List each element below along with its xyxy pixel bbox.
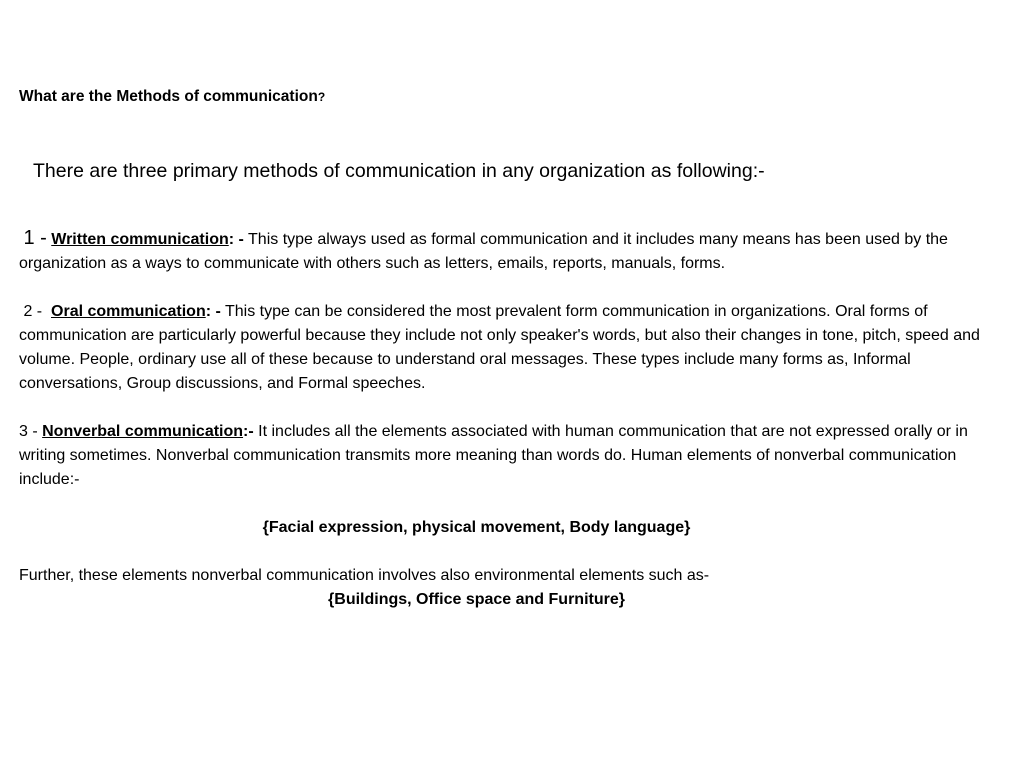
title-question-mark: ?	[317, 90, 326, 104]
spacer	[19, 492, 1014, 516]
methods-body	[19, 226, 1014, 612]
method-separator: :-	[243, 423, 254, 440]
method-separator: : -	[228, 231, 244, 248]
method-description: This type always used as formal communication and it includes many means has been used by the organization as a ways to communicate with others such as letters, emails, reports, manuals, forms.	[19, 231, 948, 272]
spacer	[19, 276, 1014, 300]
method-nonverbal	[19, 420, 1014, 492]
spacer	[19, 540, 1014, 564]
further-text: Further, these elements nonverbal communication involves also environmental elements such as-	[19, 567, 710, 584]
intro-text: There are three primary methods of communication in any organization as following:-	[33, 160, 765, 182]
method-number: 3 -	[19, 423, 38, 440]
method-separator: : -	[205, 303, 221, 320]
method-number: 2 -	[23, 303, 43, 320]
title-text: What are the Methods of communication	[19, 88, 318, 105]
page-title	[19, 88, 325, 106]
method-number: 1 -	[23, 227, 47, 249]
method-written	[19, 226, 1014, 276]
method-oral	[19, 300, 1014, 396]
method-description: It includes all the elements associated with human communication that are not expressed orally or in writing sometimes. Nonverbal communication transmits more meaning than words do. Human elements of nonverbal communication include:-	[19, 423, 968, 488]
method-description: This type can be considered the most prevalent form communication in organizations. Oral forms of communication are particularly powerful because they include not only speaker's words, but also their changes in tone, pitch, speed and volume. People, ordinary use all of these because to understand oral messages. These types include many forms as, Informal conversations, Group discussions, and Formal speeches.	[19, 303, 980, 392]
method-term: Oral communication	[51, 303, 206, 320]
spacer	[19, 396, 1014, 420]
method-term: Nonverbal communication	[42, 423, 244, 440]
human-elements-list: {Facial expression, physical movement, Body language}	[262, 519, 691, 536]
environmental-elements-list: {Buildings, Office space and Furniture}	[328, 591, 625, 608]
method-term: Written communication	[51, 231, 229, 248]
